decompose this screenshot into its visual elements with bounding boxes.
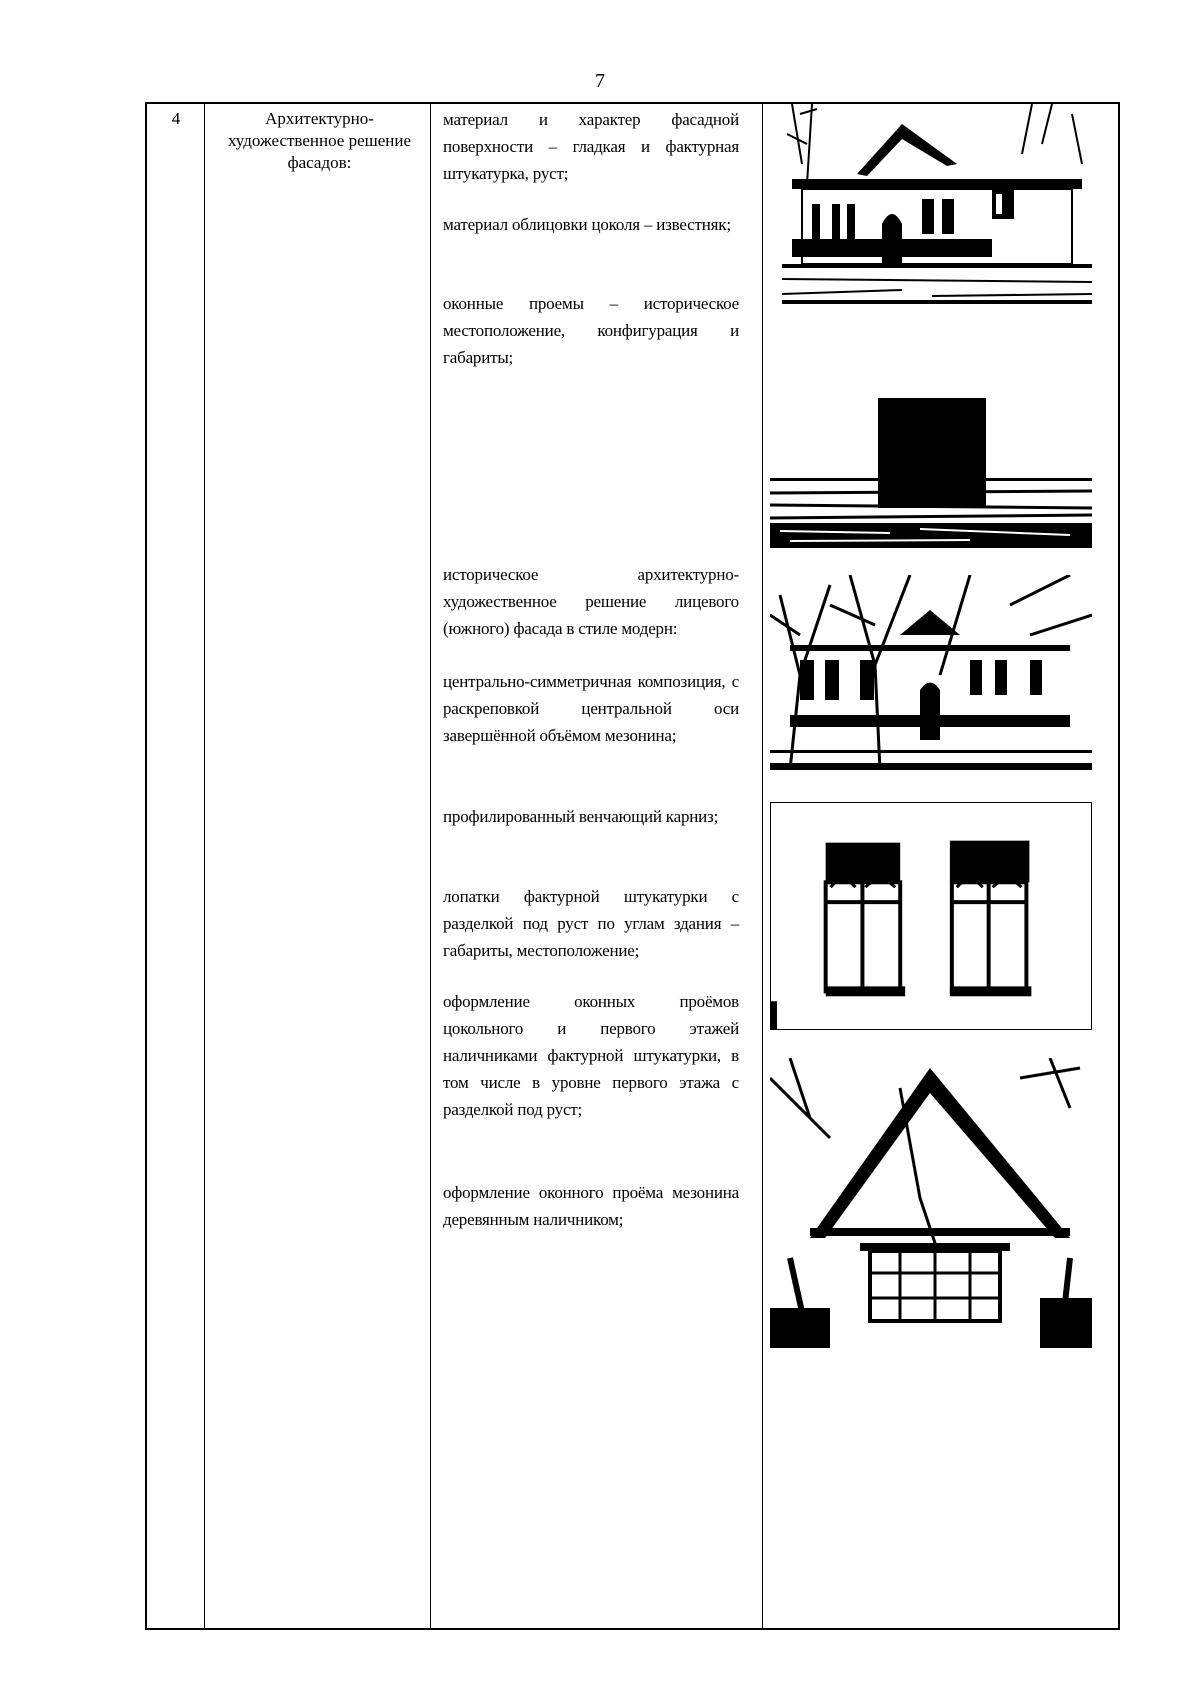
south-facade-photo (770, 575, 1092, 770)
column-divider (430, 104, 431, 1628)
windows-detail-photo (770, 802, 1092, 1030)
mezzanine-photo (770, 1058, 1092, 1348)
paragraph-pilasters: лопатки фактурной штукатурки с разделкой под руст по углам здания – габариты, местоположение; (443, 887, 739, 960)
row-number: 4 (171, 109, 181, 128)
column-divider (204, 104, 205, 1628)
row-name: Архитектурно-художественное решение фасадов: (227, 109, 412, 172)
page-number: 7 (595, 70, 605, 92)
paragraph-plinth-material: материал облицовки цоколя – известняк; (443, 215, 731, 234)
paragraph-cornice: профилированный венчающий карниз; (443, 807, 719, 826)
paragraph-window-trims: оформление оконных проёмов цокольного и первого этажей наличниками фактурной штукатурки, в том числе в уровне первого этажа с разделкой под руст; (443, 992, 739, 1119)
paragraph-window-openings: оконные проемы – историческое местоположение, конфигурация и габариты; (443, 294, 739, 367)
wall-detail-photo (770, 393, 1092, 548)
paragraph-historic-facade: историческое архитектурно-художественное решение лицевого (южного) фасада в стиле модерн: (443, 565, 739, 638)
column-divider (762, 104, 763, 1628)
facade-photo (782, 104, 1092, 304)
paragraph-facade-material: материал и характер фасадной поверхности – гладкая и фактурная штукатурка, руст; (443, 110, 739, 183)
paragraph-composition: центрально-симметричная композиция, с раскреповкой центральной оси завершённой объёмом мезонина; (443, 672, 739, 745)
paragraph-mezzanine-window: оформление оконного проёма мезонина деревянным наличником; (443, 1183, 739, 1229)
